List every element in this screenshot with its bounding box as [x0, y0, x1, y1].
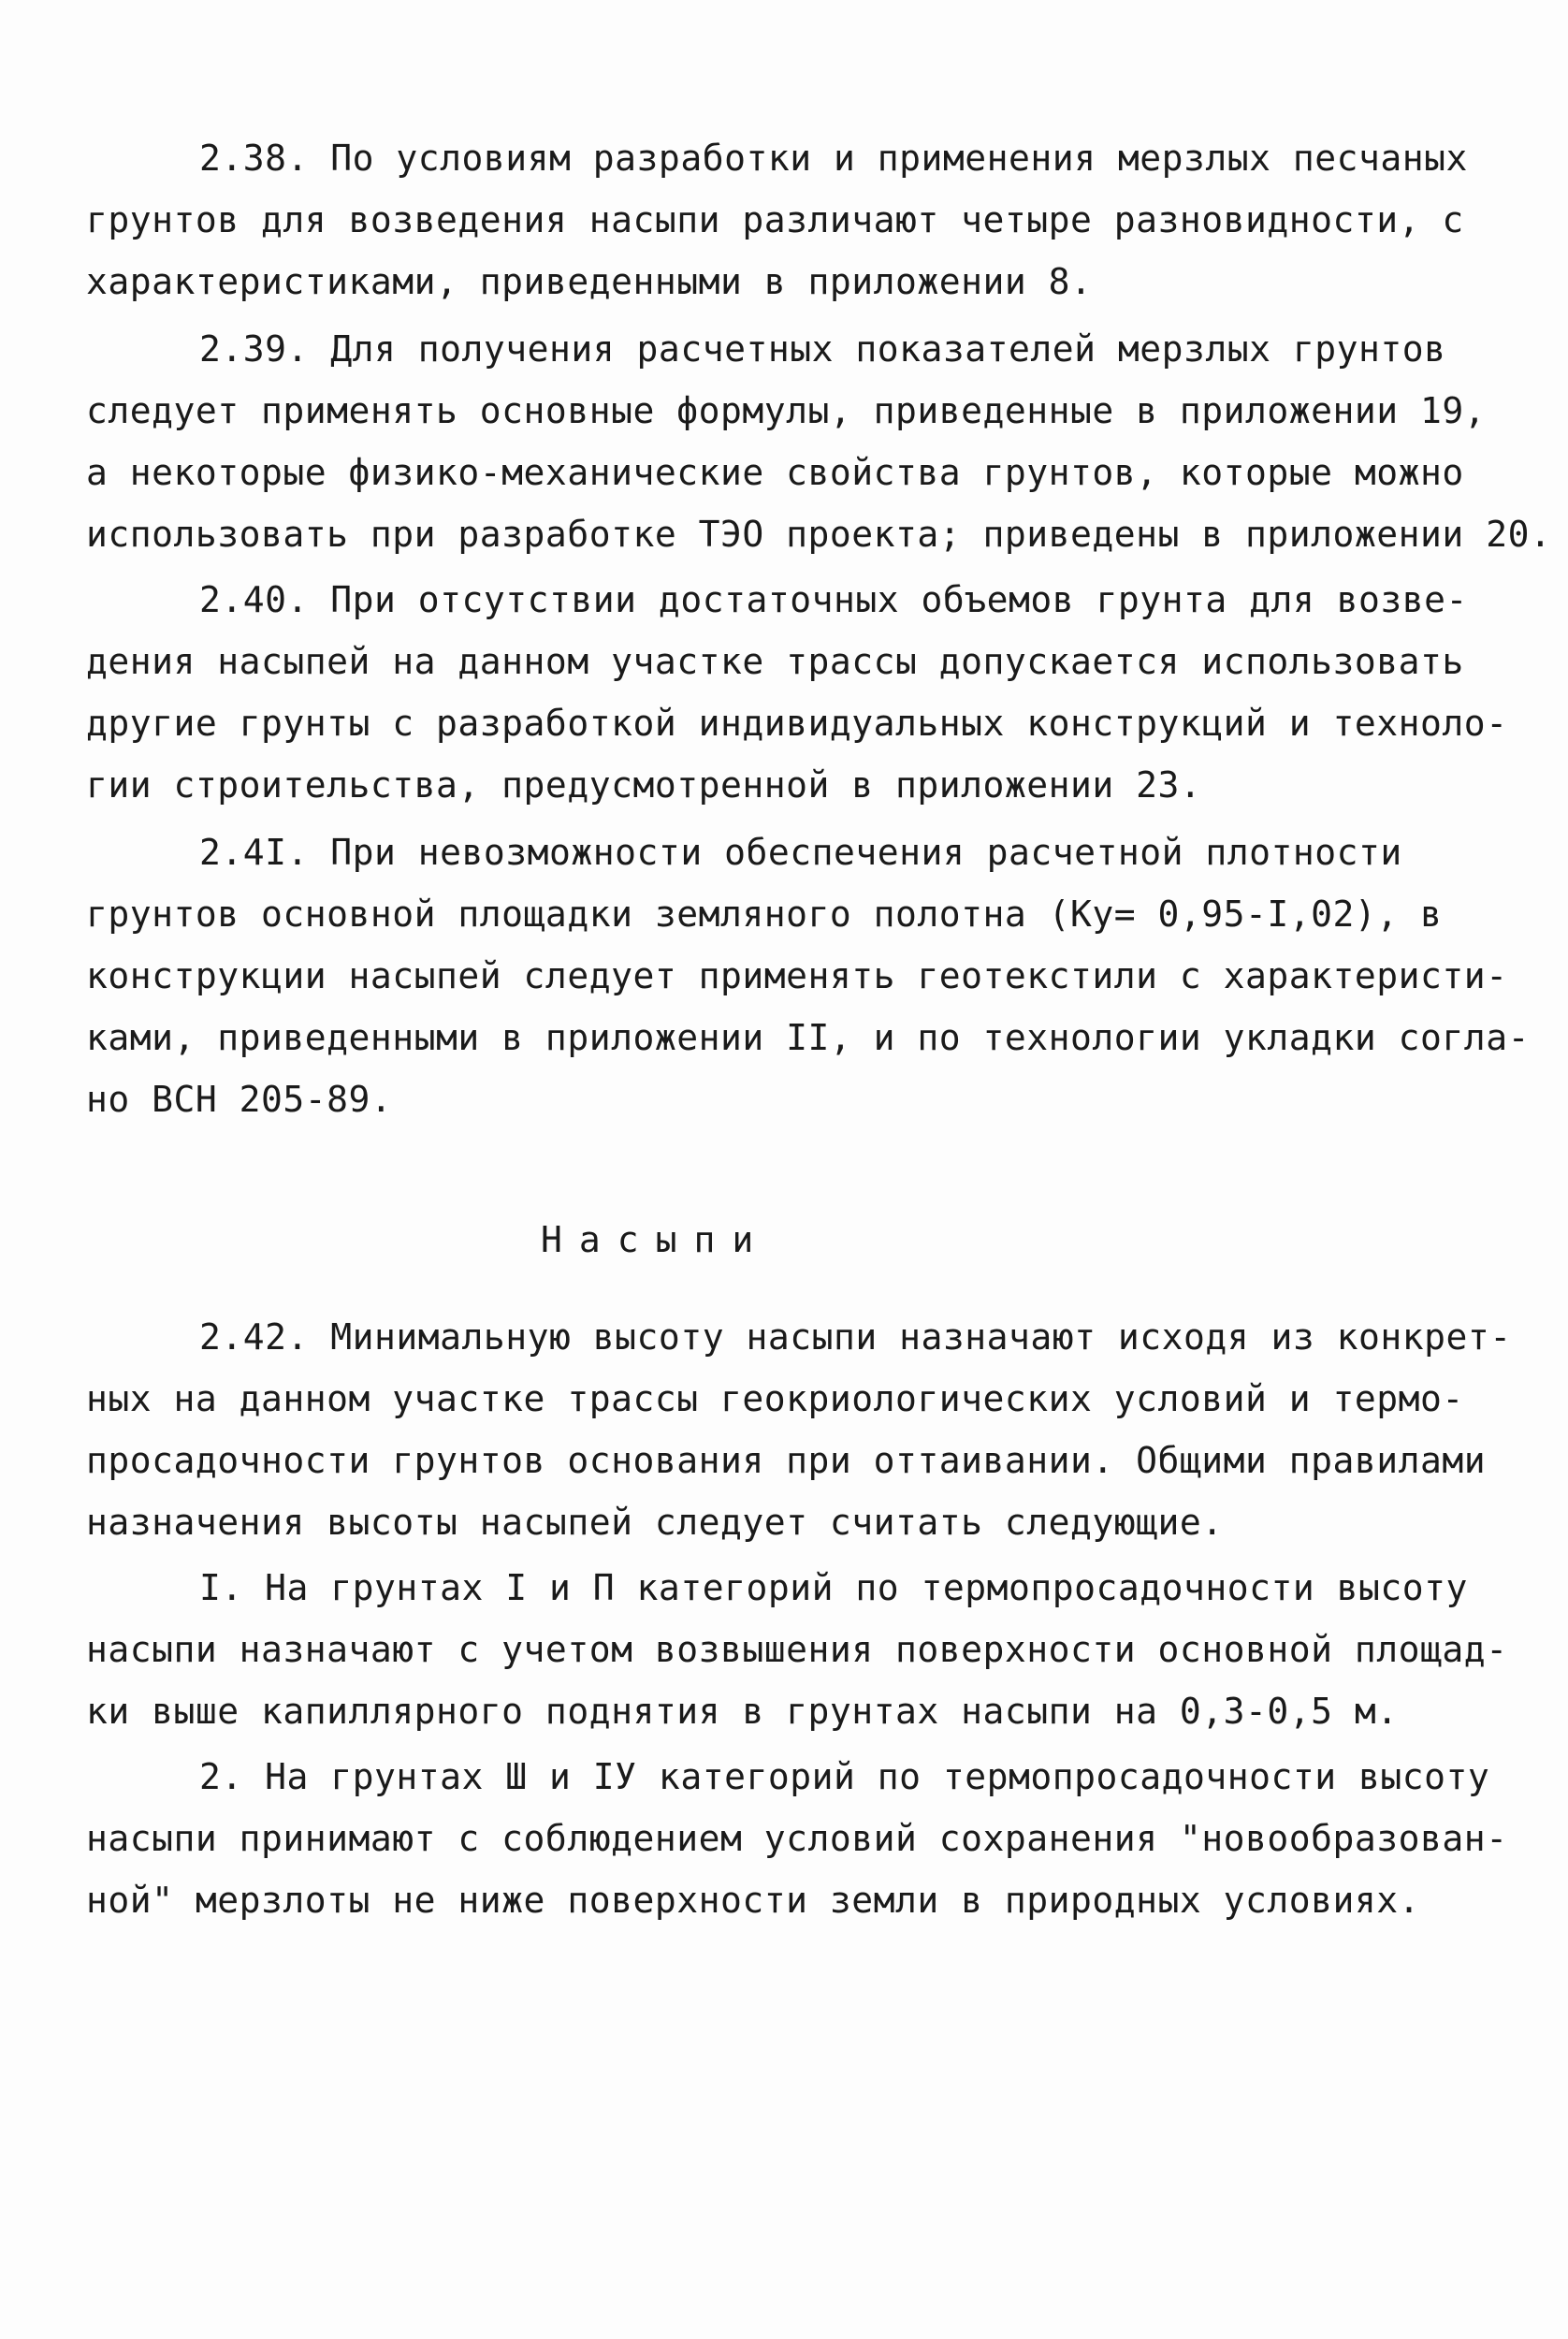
text-line: ных на данном участке трассы геокриологических условий и термо- — [86, 1378, 1464, 1419]
text-line: насыпи назначают с учетом возвышения поверхности основной площад- — [86, 1629, 1508, 1670]
text-line: ками, приведенными в приложении II, и по технологии укладки согла- — [86, 1017, 1530, 1058]
text-line: 2.38. По условиям разработки и применения мерзлых песчаных — [199, 138, 1468, 179]
text-line: гии строительства, предусмотренной в приложении 23. — [86, 764, 1202, 806]
text-line: ки выше капиллярного поднятия в грунтах насыпи на 0,3-0,5 м. — [86, 1691, 1399, 1732]
text-line: характеристиками, приведенными в приложении 8. — [86, 261, 1093, 302]
text-line: 2.4I. При невозможности обеспечения расчетной плотности — [199, 832, 1402, 873]
text-line: насыпи принимают с соблюдением условий сохранения "новообразован- — [86, 1818, 1508, 1859]
text-line: 2. На грунтах Ш и IУ категорий по термопросадочности высоту — [199, 1756, 1490, 1797]
text-line: но ВСН 205-89. — [86, 1079, 393, 1120]
text-line: назначения высоты насыпей следует считать следующие. — [86, 1502, 1224, 1543]
text-line: другие грунты с разработкой индивидуальных конструкций и техноло- — [86, 703, 1508, 744]
text-line: конструкции насыпей следует применять геотекстили с характеристи- — [86, 955, 1508, 996]
text-line: просадочности грунтов основания при оттаивании. Общими правилами — [86, 1440, 1487, 1481]
text-line: грунтов для возведения насыпи различают четыре разновидности, с — [86, 199, 1464, 240]
text-line: использовать при разработке ТЭО проекта; приведены в приложении 20. — [86, 514, 1552, 555]
text-line: следует применять основные формулы, приведенные в приложении 19, — [86, 390, 1487, 431]
text-line: а некоторые физико-механические свойства грунтов, которые можно — [86, 452, 1464, 493]
text-line: дения насыпей на данном участке трассы допускается использовать — [86, 641, 1464, 682]
section-heading: Насыпи — [541, 1219, 771, 1260]
text-line: I. На грунтах I и П категорий по термопросадочности высоту — [199, 1567, 1468, 1608]
text-line: грунтов основной площадки земляного полотна (Ку= 0,95-I,02), в — [86, 893, 1443, 935]
text-line: 2.42. Минимальную высоту насыпи назначают исходя из конкрет- — [199, 1316, 1512, 1358]
text-line: 2.39. Для получения расчетных показателей мерзлых грунтов — [199, 328, 1446, 370]
text-line: ной" мерзлоты не ниже поверхности земли в природных условиях. — [86, 1880, 1421, 1921]
text-line: 2.40. При отсутствии достаточных объемов грунта для возве- — [199, 579, 1468, 620]
